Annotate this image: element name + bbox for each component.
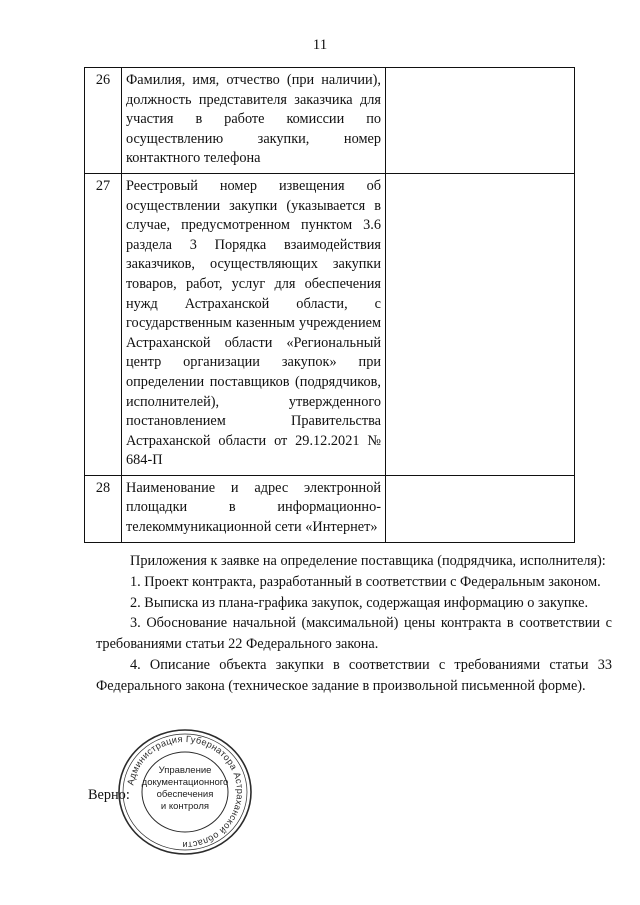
- row-description: Реестровый номер извещения об осуществлении закупки (указывается в случае, предусмотренном пунктом 3.6 раздела 3 Порядка взаимодействия заказчиков, осуществляющих закупки товаров, работ, услуг для обеспечения нужд Астраханской области, с государственным казенным учреждением Астраханской области «Региональный центр организации закупок» при определении поставщиков (подрядчиков, исполнителей), утвержденного постановлением Правительства Астраханской области от 29.12.2021 № 684-П: [122, 173, 386, 475]
- stamp-inner-text: [116, 765, 254, 813]
- row-description: Наименование и адрес электронной площадки в информационно-телекоммуникационной сети «Интернет»: [122, 475, 386, 542]
- official-stamp: [116, 727, 254, 857]
- page-number: 11: [312, 37, 328, 53]
- table-row-26: [85, 68, 575, 174]
- attachments-intro: Приложения к заявке на определение поставщика (подрядчика, исполнителя):: [130, 553, 606, 569]
- stamp-inner-line: и контроля: [160, 801, 210, 812]
- stamp-ring-text: Администрация Губернатора Астраханской области: [125, 733, 246, 851]
- table-row-28: [85, 475, 575, 542]
- row-value: [386, 475, 575, 542]
- stamp-inner-line: обеспечения: [156, 789, 214, 800]
- table-row-27: [85, 173, 575, 475]
- attachment-item: 4. Описание объекта закупки в соответствии с требованиями статьи 33 Федерального закона (техническое задание в произвольной письменной форме).: [96, 656, 612, 694]
- row-description: Фамилия, имя, отчество (при наличии), должность представителя заказчика для участия в работе комиссии по осуществлению закупки, номер контактного телефона: [122, 68, 386, 174]
- row-value: [386, 173, 575, 475]
- stamp-inner-line: документационного: [141, 777, 229, 788]
- verno-label: Верно:: [88, 787, 130, 803]
- attachment-item: 3. Обоснование начальной (максимальной) цены контракта в соответствии с требованиями статьи 22 Федерального закона.: [96, 615, 612, 653]
- stamp-inner-line: Управление: [158, 765, 212, 776]
- application-form-table: [84, 67, 575, 543]
- row-number: 28: [85, 475, 122, 542]
- attachment-item: 1. Проект контракта, разработанный в соответствии с Федеральным законом.: [130, 573, 601, 590]
- attachments-section: [96, 551, 612, 697]
- row-number: 26: [85, 68, 122, 174]
- row-number: 27: [85, 173, 122, 475]
- row-value: [386, 68, 575, 174]
- attachment-item: 2. Выписка из плана-графика закупок, содержащая информацию о закупке.: [130, 594, 589, 611]
